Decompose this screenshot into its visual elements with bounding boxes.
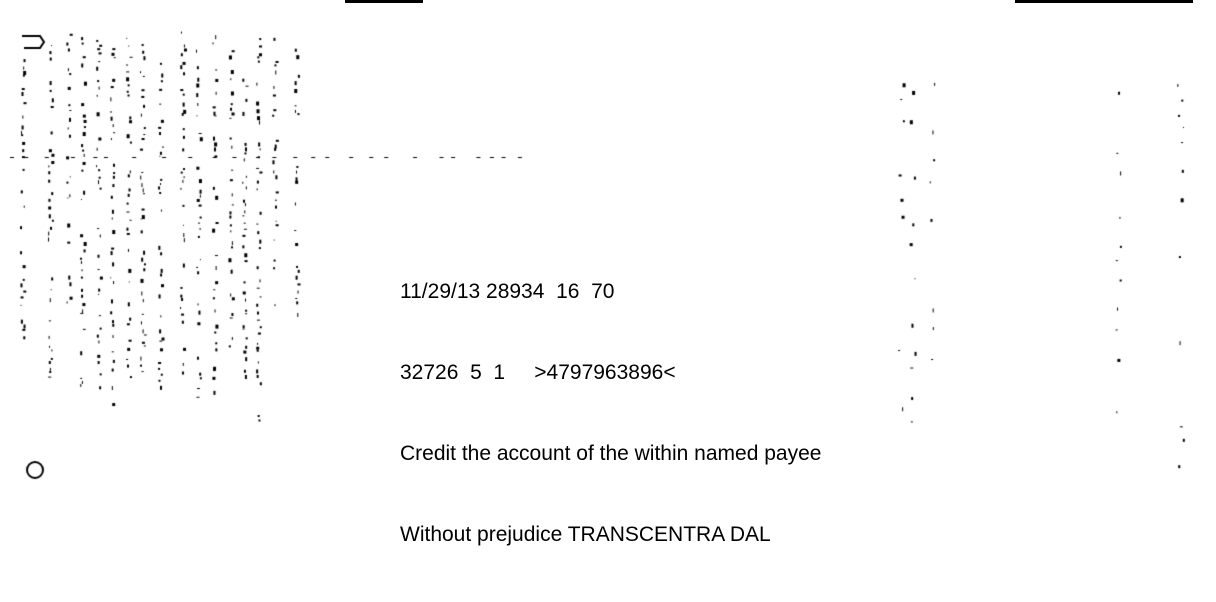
endorsement-line-credit: Credit the account of the within named payee bbox=[400, 442, 822, 465]
endorsement-line-sequence: 32726 5 1 >4797963896< bbox=[400, 361, 676, 384]
scan-top-edge-mark bbox=[1015, 0, 1193, 3]
bank-endorsement-stamp bbox=[400, 224, 821, 602]
endorsement-line-bank: Without prejudice TRANSCENTRA DAL bbox=[400, 523, 771, 546]
scan-top-edge-mark bbox=[345, 0, 423, 3]
endorsement-line-date-batch: 11/29/13 28934 16 70 bbox=[400, 280, 615, 303]
